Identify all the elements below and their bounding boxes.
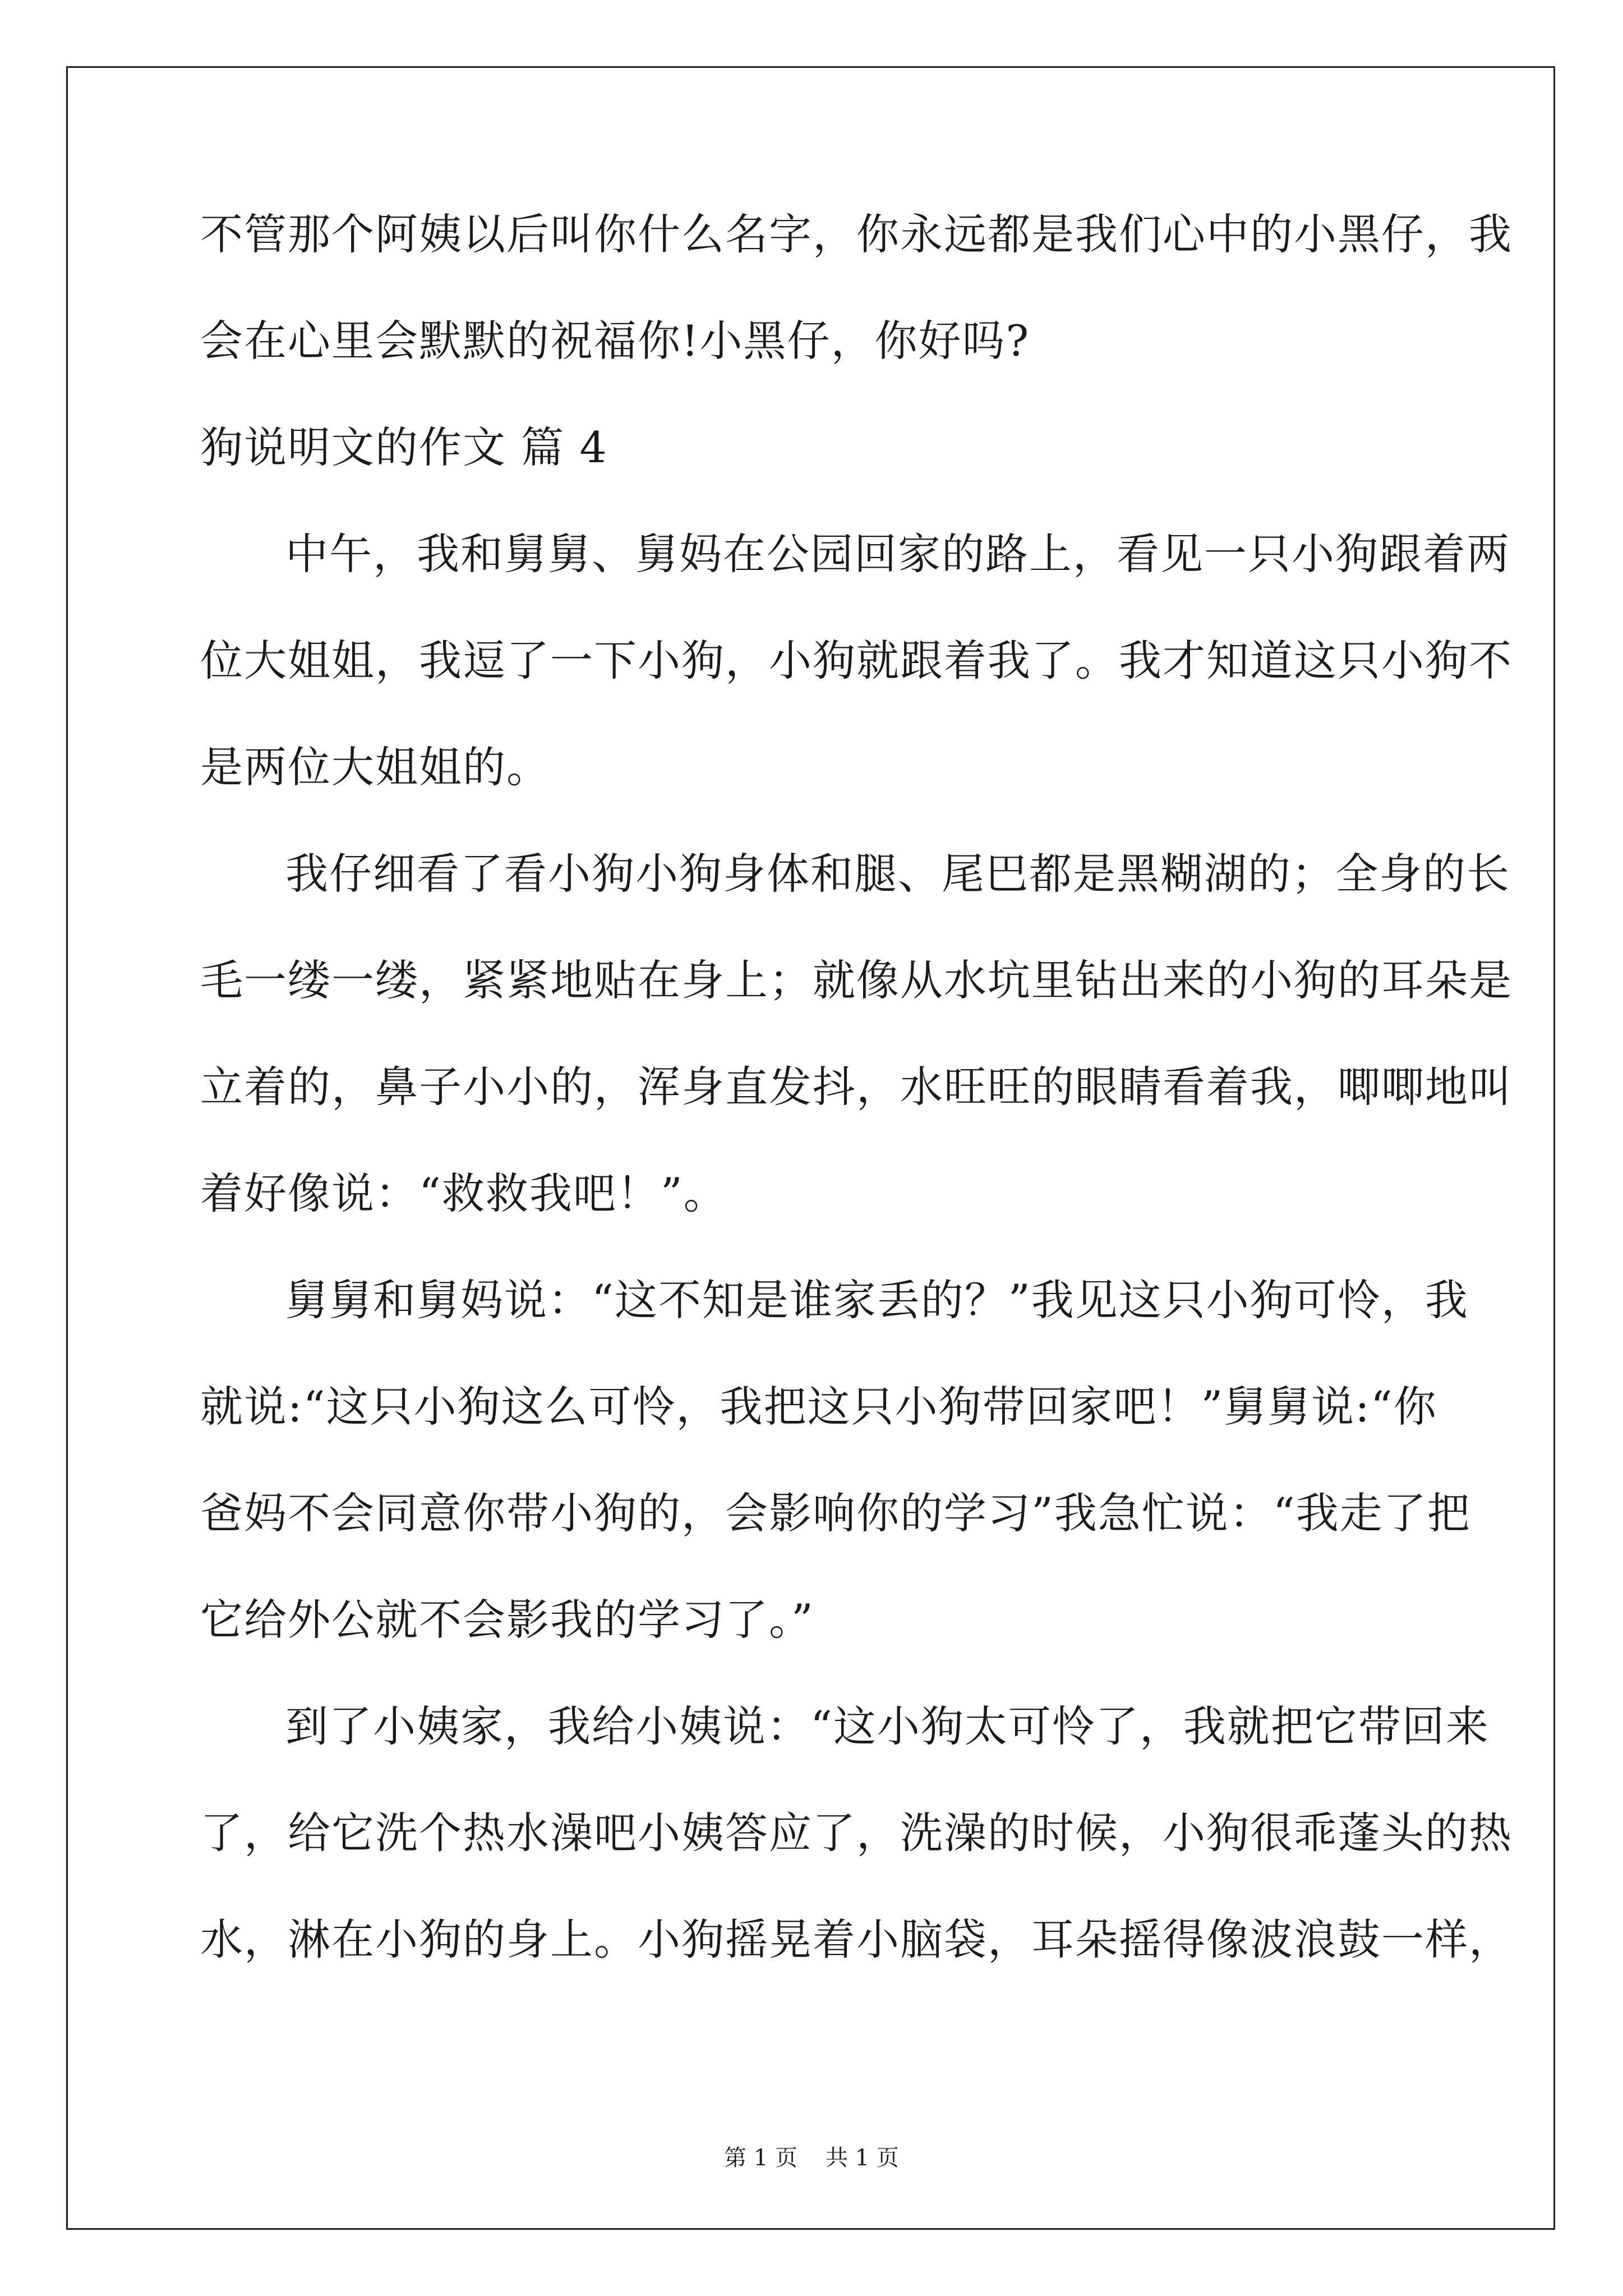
text-line-7: 我仔细看了看小狗小狗身体和腿、尾巴都是黑糊湖的；全身的长	[285, 849, 1510, 899]
text-line-10: 着好像说：“救救我吧！”。	[200, 1168, 727, 1218]
text-line-14: 它给外公就不会影我的学习了。”	[200, 1595, 814, 1645]
text-line-2: 会在心里会默默的祝福你!小黑仔，你好吗?	[200, 316, 1030, 366]
page-footer	[0, 2144, 1623, 2172]
section-heading: 狗说明文的作文 篇 4	[200, 422, 608, 472]
text-line-9: 立着的，鼻子小小的，浑身直发抖，水旺旺的眼睛看着我，唧唧地叫	[200, 1062, 1513, 1112]
text-line-13: 爸妈不会同意你带小狗的，会影响你的学习”我急忙说：“我走了把	[200, 1488, 1471, 1538]
text-line-4: 中午，我和舅舅、舅妈在公园回家的路上，看见一只小狗跟着两	[285, 529, 1510, 579]
text-line-11: 舅舅和舅妈说：“这不知是谁家丢的？”我见这只小狗可怜，我	[285, 1275, 1469, 1325]
text-line-1: 不管那个阿姨以后叫你什么名字，你永远都是我们心中的小黑仔，我	[200, 209, 1513, 259]
text-line-8: 毛一缕一缕，紧紧地贴在身上；就像从水坑里钻出来的小狗的耳朵是	[200, 955, 1513, 1005]
text-line-12: 就说:“这只小狗这么可怜，我把这只小狗带回家吧！”舅舅说:“你	[200, 1382, 1437, 1432]
document-body	[200, 208, 1513, 2019]
text-line-17: 水，淋在小狗的身上。小狗摇晃着小脑袋，耳朵摇得像波浪鼓一样，	[200, 1915, 1513, 1964]
text-line-5: 位大姐姐，我逗了一下小狗，小狗就跟着我了。我才知道这只小狗不	[200, 636, 1513, 685]
page-number-current: 第 1 页	[724, 2145, 797, 2171]
text-line-15: 到了小姨家，我给小姨说：“这小狗太可怜了，我就把它带回来	[285, 1701, 1490, 1751]
text-line-6: 是两位大姐姐的。	[200, 742, 550, 792]
page-number-total: 共 1 页	[826, 2145, 899, 2171]
text-line-16: 了，给它洗个热水澡吧小姨答应了，洗澡的时候，小狗很乖蓬头的热	[200, 1808, 1513, 1858]
